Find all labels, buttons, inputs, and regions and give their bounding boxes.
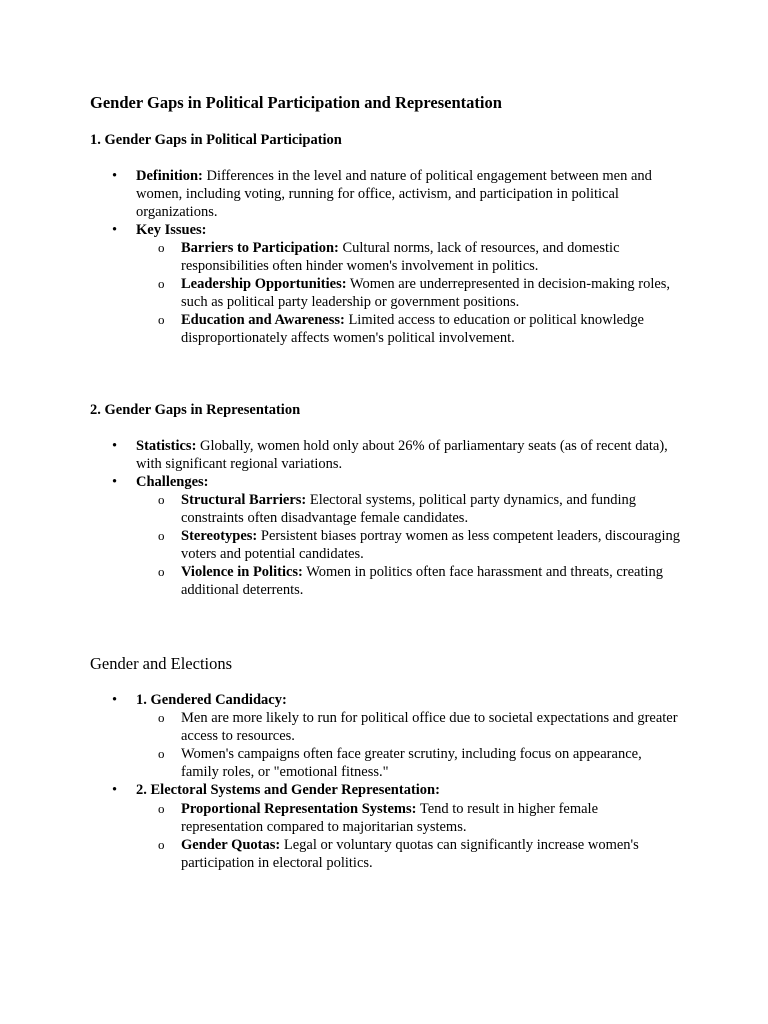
statistics-item xyxy=(136,437,681,473)
bullet-marker: • xyxy=(112,474,118,490)
candidacy-label: 1. Gendered Candidacy: xyxy=(136,692,287,708)
sub-bullet-marker: o xyxy=(158,710,165,725)
key-issue-text: Cultural norms, lack of resources, and domestic responsibilities often hinder women's involvement in politics. xyxy=(181,240,620,274)
statistics-text: Globally, women hold only about 26% of parliamentary seats (as of recent data), with significant regional variations. xyxy=(136,438,668,472)
statistics-label: Statistics: xyxy=(136,438,197,454)
challenge-item xyxy=(181,527,681,563)
key-issue-item xyxy=(181,239,681,275)
sub-bullet-marker: o xyxy=(158,492,165,507)
electoral-label: 2. Electoral Systems and Gender Representation: xyxy=(136,782,440,798)
electoral-point-label: Proportional Representation Systems: xyxy=(181,801,417,817)
key-issue-text: Limited access to education or political knowledge disproportionately affects women's political involvement. xyxy=(181,312,644,346)
sub-bullet-marker: o xyxy=(158,528,165,543)
sub-bullet-marker: o xyxy=(158,837,165,852)
bullet-marker: • xyxy=(112,438,118,454)
challenges-item xyxy=(136,473,681,491)
candidacy-point: Men are more likely to run for political office due to societal expectations and greater access to resources. xyxy=(181,710,678,744)
sub-bullet-marker: o xyxy=(158,564,165,579)
challenge-label: Violence in Politics: xyxy=(181,564,303,580)
challenge-label: Stereotypes: xyxy=(181,528,258,544)
section3-heading: Gender and Elections xyxy=(90,654,233,673)
document-title: Gender Gaps in Political Participation and Representation xyxy=(90,93,502,112)
bullet-marker: • xyxy=(112,782,118,798)
key-issue-item xyxy=(181,275,681,311)
challenge-item xyxy=(181,491,681,527)
key-issue-label: Education and Awareness: xyxy=(181,312,345,328)
challenge-label: Structural Barriers: xyxy=(181,492,307,508)
bullet-marker: • xyxy=(112,222,118,238)
electoral-point-label: Gender Quotas: xyxy=(181,837,281,853)
electoral-point xyxy=(181,836,681,872)
sub-bullet-marker: o xyxy=(158,746,165,761)
bullet-marker: • xyxy=(112,692,118,708)
definition-item xyxy=(136,167,681,221)
key-issue-label: Leadership Opportunities: xyxy=(181,276,347,292)
candidacy-item xyxy=(136,691,681,709)
definition-text: Differences in the level and nature of political engagement between men and women, including voting, running for office, activism, and participation in political organizations. xyxy=(136,168,652,220)
challenges-label: Challenges: xyxy=(136,474,209,490)
sub-bullet-marker: o xyxy=(158,801,165,816)
challenge-text: Women in politics often face harassment and threats, creating additional deterrents. xyxy=(181,564,664,598)
electoral-point-text: Tend to result in higher female representation compared to majoritarian systems. xyxy=(181,801,599,835)
key-issue-text: Women are underrepresented in decision-making roles, such as political party leadership or government positions. xyxy=(181,276,671,310)
bullet-marker: • xyxy=(112,168,118,184)
electoral-item xyxy=(136,781,681,799)
electoral-point xyxy=(181,800,681,836)
key-issues-item xyxy=(136,221,681,239)
challenge-text: Persistent biases portray women as less competent leaders, discouraging voters and potential candidates. xyxy=(181,528,681,562)
section2-heading: 2. Gender Gaps in Representation xyxy=(90,402,301,418)
definition-label: Definition: xyxy=(136,168,203,184)
sub-bullet-marker: o xyxy=(158,312,165,327)
key-issues-label: Key Issues: xyxy=(136,222,207,238)
sub-bullet-marker: o xyxy=(158,276,165,291)
electoral-point-text: Legal or voluntary quotas can significantly increase women's participation in electoral politics. xyxy=(181,837,639,871)
challenge-item xyxy=(181,563,681,599)
key-issue-item xyxy=(181,311,681,347)
challenge-text: Electoral systems, political party dynamics, and funding constraints often disadvantage female candidates. xyxy=(181,492,637,526)
candidacy-point: Women's campaigns often face greater scrutiny, including focus on appearance, family roles, or "emotional fitness." xyxy=(181,746,642,780)
section1-heading: 1. Gender Gaps in Political Participation xyxy=(90,132,342,148)
key-issue-label: Barriers to Participation: xyxy=(181,240,339,256)
sub-bullet-marker: o xyxy=(158,240,165,255)
